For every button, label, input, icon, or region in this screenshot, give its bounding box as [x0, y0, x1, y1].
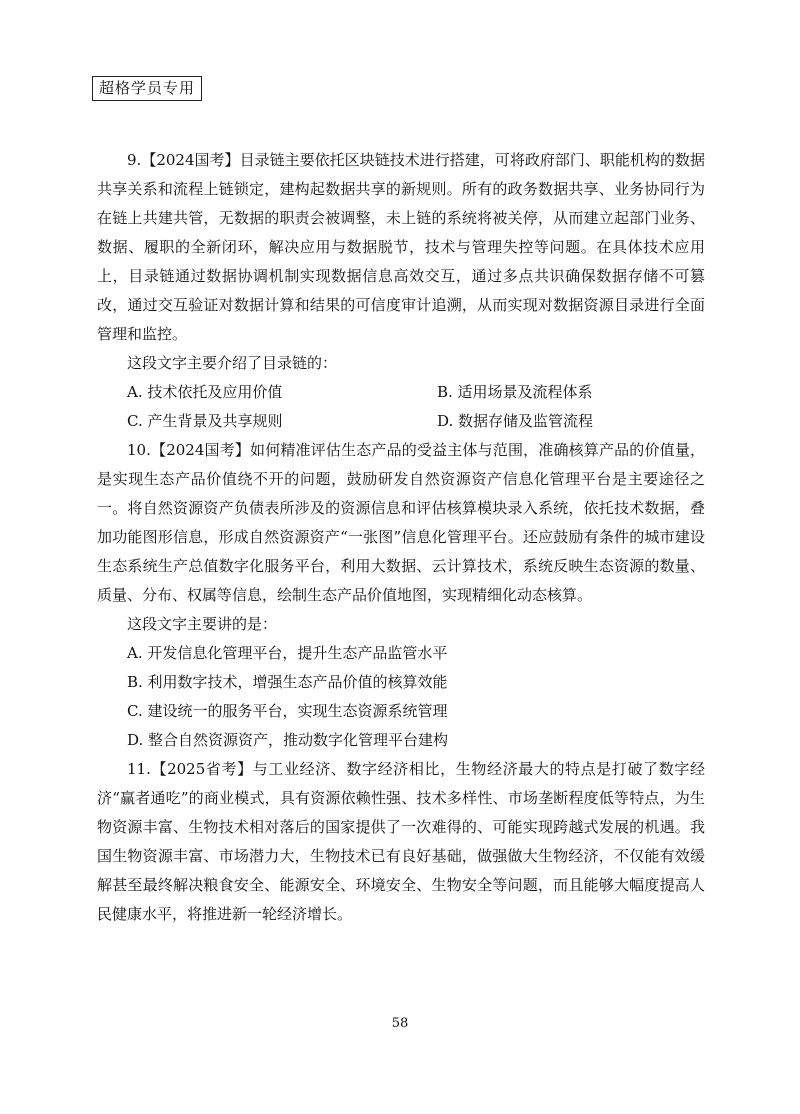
- page-content: [97, 146, 705, 929]
- question-11-passage: 11.【2025省考】与工业经济、数字经济相比，生物经济最大的特点是打破了数字经济“赢者通吃”的商业模式，具有资源依赖性强、技术多样性、市场垄断程度低等特点，为生物资源丰富、生物技术相对落后的国家提供了一次难得的、可能实现跨越式发展的机遇。我国生物资源丰富、市场潜力大，生物技术已有良好基础，做强做大生物经济，不仅能有效缓解甚至最终解决粮食安全、能源安全、环境安全、生物安全等问题，而且能够大幅度提高人民健康水平，将推进新一轮经济增长。: [97, 760, 705, 923]
- question-9-stem: 这段文字主要介绍了目录链的：: [127, 354, 338, 372]
- question-10-option-d: D. 整合自然资源资产，推动数字化管理平台建构: [127, 731, 449, 749]
- question-10-option-a: A. 开发信息化管理平台，提升生态产品监管水平: [127, 644, 448, 662]
- question-9-option-c: C. 产生背景及共享规则: [127, 412, 283, 430]
- question-9-options-row-1: [97, 378, 705, 407]
- question-10-stem: 这段文字主要讲的是：: [127, 615, 278, 633]
- question-9-option-b: B. 适用场景及流程体系: [437, 383, 593, 401]
- question-9-passage: 9.【2024国考】目录链主要依托区块链技术进行搭建，可将政府部门、职能机构的数据共享关系和流程上链锁定，建构起数据共享的新规则。所有的政务数据共享、业务协同行为在链上共建共管，无数据的职责会被调整，未上链的系统将被关停，从而建立起部门业务、数据、履职的全新闭环，解决应用与数据脱节，技术与管理失控等问题。在具体技术应用上，目录链通过数据协调机制实现数据信息高效交互，通过多点共识确保数据存储不可篡改，通过交互验证对数据计算和结果的可信度审计追溯，从而实现对数据资源目录进行全面管理和监控。: [97, 151, 705, 343]
- page-number: 58: [391, 1016, 409, 1031]
- question-9-option-a: A. 技术依托及应用价值: [127, 383, 283, 401]
- question-10-option-b: B. 利用数字技术，增强生态产品价值的核算效能: [127, 673, 448, 691]
- question-9-options-row-2: [97, 407, 705, 436]
- exclusive-use-stamp: 超格学员专用: [92, 76, 202, 101]
- question-9-option-d: D. 数据存储及监管流程: [437, 412, 594, 430]
- question-10-passage: 10.【2024国考】如何精准评估生态产品的受益主体与范围，准确核算产品的价值量，是实现生态产品价值绕不开的问题，鼓励研发自然资源资产信息化管理平台是主要途径之一。将自然资源资产负债表所涉及的资源信息和评估核算模块录入系统，依托技术数据，叠加功能图形信息，形成自然资源资产“一张图”信息化管理平台。还应鼓励有条件的城市建设生态系统生产总值数字化服务平台，利用大数据、云计算技术，系统反映生态资源的数量、质量、分布、权属等信息，绘制生态产品价值地图，实现精细化动态核算。: [97, 441, 705, 604]
- question-10-option-c: C. 建设统一的服务平台，实现生态资源系统管理: [127, 702, 448, 720]
